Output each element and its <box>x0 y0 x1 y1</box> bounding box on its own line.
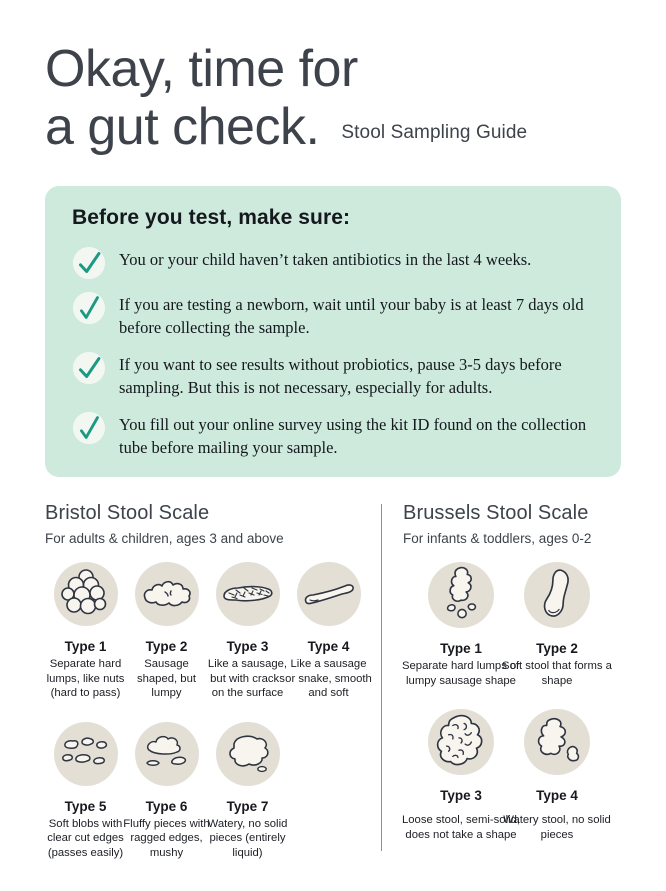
checklist-item-text: You or your child haven’t taken antibiotics in the last 4 weeks. <box>119 250 532 269</box>
type-label: Type 1 <box>64 639 107 654</box>
bristol-type-2 <box>126 562 207 701</box>
soft-blobs-icon <box>54 722 118 786</box>
bristol-type-1 <box>45 562 126 701</box>
type-description: Watery, no solid pieces (entirely liquid) <box>207 817 288 859</box>
bristol-type-3 <box>207 562 288 701</box>
checkmark-icon <box>72 291 106 325</box>
type-description: Loose stool, semi-solid, does not take a shape <box>401 814 521 841</box>
checklist-item <box>72 290 601 339</box>
type-label: Type 3 <box>440 788 482 804</box>
page-title-line1: Okay, time for <box>45 40 358 98</box>
type-label: Type 5 <box>64 798 107 814</box>
type-description: Separate hard lumps or lumpy sausage shape <box>401 660 521 687</box>
type-label: Type 3 <box>226 639 269 654</box>
brussels-type-4 <box>503 709 611 842</box>
bristol-scale-column <box>45 502 381 861</box>
checklist-heading: Before you test, make sure: <box>72 206 351 229</box>
checklist-item-text: You fill out your online survey using the kit ID found on the collection tube before mailing your sample. <box>119 415 587 457</box>
checkmark-icon <box>72 351 106 385</box>
brussels-scale-column <box>382 502 666 861</box>
brussels-scale-subtitle: For infants & toddlers, ages 0-2 <box>403 531 592 546</box>
stool-scales-section <box>45 502 666 861</box>
type-description: Like a sausage, but with cracks on the surface <box>207 658 288 700</box>
brussels-row-1 <box>401 562 666 688</box>
checklist-item-text: If you are testing a newborn, wait until your baby is at least 7 days old before collecting the sample. <box>119 295 584 337</box>
soft-shape-icon <box>524 562 590 628</box>
checkmark-icon <box>72 246 106 280</box>
brussels-type-2 <box>502 562 612 688</box>
type-label: Type 2 <box>536 641 578 656</box>
bristol-row-1 <box>45 562 381 701</box>
type-label: Type 7 <box>226 798 269 814</box>
checklist-item <box>72 350 601 399</box>
type-description: Fluffy pieces with ragged edges, mushy <box>123 817 210 859</box>
checklist-item-text: If you want to see results without probiotics, pause 3-5 days before sampling. But this is not necessary, especially for adults. <box>119 355 562 397</box>
bristol-scale-subtitle: For adults & children, ages 3 and above <box>45 531 284 546</box>
cracked-sausage-icon <box>216 562 280 626</box>
fluffy-pieces-icon <box>135 722 199 786</box>
type-label: Type 6 <box>145 798 188 814</box>
type-description: Sausage shaped, but lumpy <box>136 658 197 700</box>
bristol-type-6 <box>123 722 210 861</box>
page-subtitle: Stool Sampling Guide <box>341 122 528 143</box>
watery-stool-icon <box>524 709 590 775</box>
type-description: Separate hard lumps, like nuts (hard to pass) <box>46 658 125 700</box>
watery-icon <box>216 722 280 786</box>
checkmark-icon <box>72 411 106 445</box>
type-description: Like a sausage or snake, smooth and soft <box>285 658 372 700</box>
smooth-snake-icon <box>297 562 361 626</box>
brussels-scale-title: Brussels Stool Scale <box>403 502 589 524</box>
bristol-row-2 <box>45 722 381 861</box>
hard-lumps-icon <box>54 562 118 626</box>
type-description: Soft blobs with clear cut edges (passes easily) <box>47 817 124 859</box>
type-description: Watery stool, no solid pieces <box>503 814 611 841</box>
header <box>0 0 666 156</box>
lumpy-sausage-icon <box>135 562 199 626</box>
bristol-type-4 <box>285 562 372 701</box>
lumpy-column-icon <box>428 562 494 628</box>
page-title-line2: a gut check. <box>45 98 320 156</box>
brussels-row-2 <box>401 709 666 842</box>
type-label: Type 1 <box>440 641 482 656</box>
type-label: Type 4 <box>536 788 578 804</box>
checklist-item <box>72 245 601 279</box>
bristol-type-7 <box>207 722 288 861</box>
loose-stool-icon <box>428 709 494 775</box>
type-label: Type 4 <box>307 639 350 654</box>
bristol-scale-title: Bristol Stool Scale <box>45 502 210 524</box>
type-description: Soft stool that forms a shape <box>502 660 612 687</box>
type-label: Type 2 <box>145 639 188 654</box>
bristol-type-5 <box>45 722 126 861</box>
checklist-item <box>72 410 601 459</box>
pre-test-checklist-box <box>45 186 621 477</box>
